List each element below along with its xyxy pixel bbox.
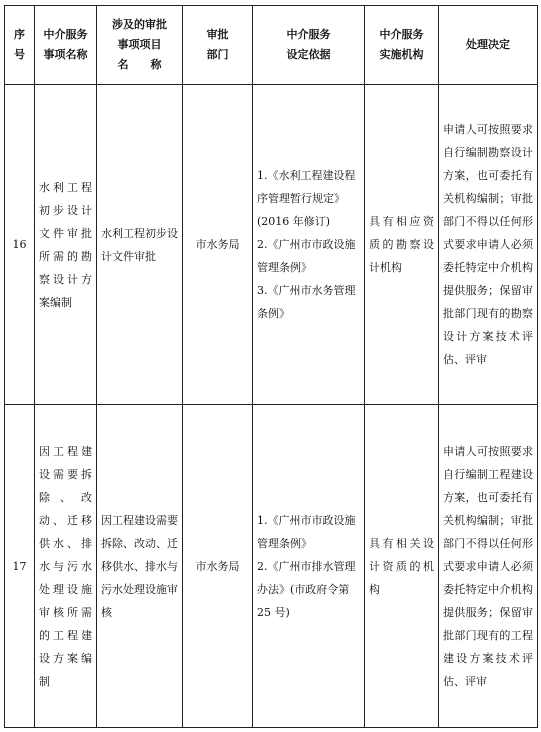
row-agency: 具有相应资质的勘察设计机构 [365,85,439,405]
header-item-name: 中介服务 事项名称 [35,6,97,85]
row-approval-item: 水利工程初步设计文件审批 [97,85,183,405]
header-row [5,6,538,85]
header-decision: 处理决定 [439,6,538,85]
header-dept: 审批 部门 [183,6,253,85]
row-dept: 市水务局 [183,405,253,728]
basis-item: 1.《水利工程建设程序管理暂行规定》(2016 年修订) [257,169,356,228]
header-agency: 中介服务 实施机构 [365,6,439,85]
row-agency: 具有相关设计资质的机构 [365,405,439,728]
row-basis [253,405,365,728]
row-approval-item: 因工程建设需要拆除、改动、迁移供水、排水与污水处理设施审核 [97,405,183,728]
basis-item: 1.《广州市市政设施管理条例》 [257,513,356,550]
row-dept: 市水务局 [183,85,253,405]
header-basis: 中介服务 设定依据 [253,6,365,85]
row-basis [253,85,365,405]
basis-item: 2.《广州市排水管理办法》(市政府令第 25 号) [257,559,356,619]
header-approval-item: 涉及的审批 事项项目 名 称 [97,6,183,85]
row-decision: 申请人可按照要求自行编制勘察设计方案，也可委托有关机构编制；审批部门不得以任何形式要求申请人必须委托特定中介机构提供服务；保留审批部门现有的勘察设计方案技术评估、评审 [439,85,538,405]
row-item-name: 因工程建设需要拆除、改动、迁移供水、排水与污水处理设施审核所需的工程建设方案编制 [35,405,97,728]
service-table [4,5,538,728]
row-seq: 16 [5,85,35,405]
row-seq: 17 [5,405,35,728]
row-decision: 申请人可按照要求自行编制工程建设方案，也可委托有关机构编制；审批部门不得以任何形式要求申请人必须委托特定中介机构提供服务；保留审批部门现有的工程建设方案技术评估、评审 [439,405,538,728]
header-seq: 序号 [5,6,35,85]
row-item-name: 水利工程初步设计文件审批所需的勘察设计方案编制 [35,85,97,405]
basis-item: 3.《广州市水务管理条例》 [257,284,356,320]
basis-item: 2.《广州市市政设施管理条例》 [257,238,356,274]
table-row [5,85,538,405]
table-row [5,405,538,728]
